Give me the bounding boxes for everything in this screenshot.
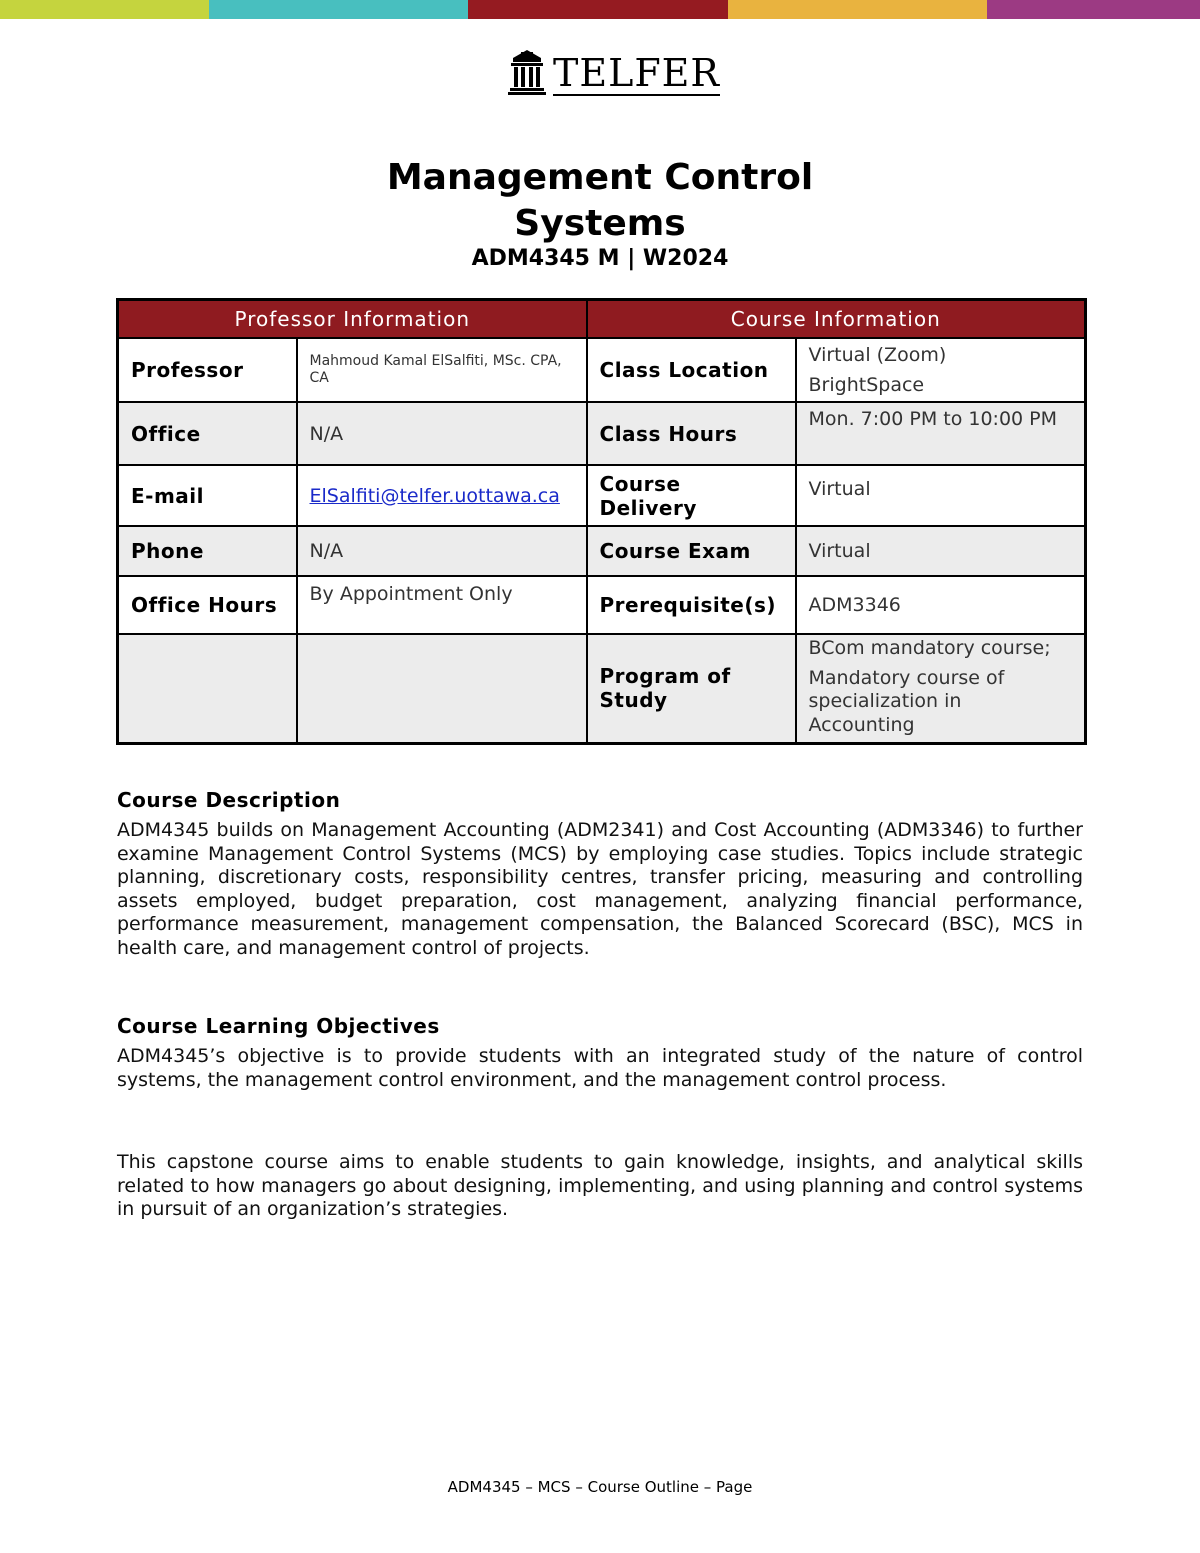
class-location-line-1: Virtual (Zoom)	[808, 344, 947, 366]
empty-label-cell	[118, 634, 297, 743]
course-delivery-value: Virtual	[796, 465, 1086, 526]
prerequisites-value: ADM3346	[796, 576, 1086, 634]
stripe-gold	[728, 0, 987, 19]
class-location-value	[796, 338, 1086, 402]
building-columns-icon	[507, 48, 547, 96]
page-footer: ADM4345 – MCS – Course Outline – Page	[447, 1478, 753, 1496]
course-code: ADM4345 M | W2024	[471, 246, 729, 271]
table-row	[118, 634, 1086, 743]
phone-label: Phone	[118, 526, 297, 576]
telfer-logo	[507, 48, 720, 96]
professor-label: Professor	[118, 338, 297, 402]
professor-value: Mahmoud Kamal ElSalfiti, MSc. CPA, CA	[297, 338, 587, 402]
program-of-study-value	[796, 634, 1086, 743]
program-line-2: Mandatory course of specialization in Accounting	[808, 666, 1005, 736]
stripe-green	[0, 0, 209, 19]
color-stripe	[0, 0, 1200, 19]
class-hours-label: Class Hours	[587, 402, 796, 465]
email-label: E-mail	[118, 465, 297, 526]
professor-info-header: Professor Information	[118, 300, 587, 339]
table-row	[118, 338, 1086, 402]
prerequisites-label: Prerequisite(s)	[587, 576, 796, 634]
stripe-teal	[209, 0, 468, 19]
course-info-header: Course Information	[587, 300, 1086, 339]
objectives-paragraph-2: This capstone course aims to enable students to gain knowledge, insights, and analytical skills related to how managers go about designing, implementing, and using planning and control systems in pursuit of an organization’s strategies.	[117, 1151, 1083, 1220]
course-description-text: ADM4345 builds on Management Accounting (ADM2341) and Cost Accounting (ADM3346) to further examine Management Control Systems (MCS) by employing case studies. Topics include strategic planning, discretionary costs, responsibility centres, transfer pricing, measuring and controlling assets employed, budget preparation, cost management, analyzing financial performance, performance measurement, management compensation, the Balanced Scorecard (BSC), MCS in health care, and management control of projects.	[117, 819, 1083, 959]
table-row	[118, 465, 1086, 526]
office-hours-label: Office Hours	[118, 576, 297, 634]
phone-value: N/A	[297, 526, 587, 576]
program-of-study-label: Program of Study	[587, 634, 796, 743]
title-line-1: Management Control	[386, 157, 814, 198]
email-link[interactable]: ElSalfiti@telfer.uottawa.ca	[309, 484, 560, 507]
program-line-1: BCom mandatory course;	[808, 637, 1051, 659]
page-title	[0, 155, 1200, 247]
course-exam-label: Course Exam	[587, 526, 796, 576]
course-description-heading: Course Description	[117, 788, 341, 812]
class-location-label: Class Location	[587, 338, 796, 402]
email-cell	[297, 465, 587, 526]
course-info-table	[116, 298, 1087, 745]
learning-objectives-heading: Course Learning Objectives	[117, 1014, 440, 1038]
title-line-2: Systems	[514, 203, 686, 244]
class-location-line-2: BrightSpace	[808, 374, 925, 396]
office-hours-value: By Appointment Only	[297, 576, 587, 634]
objectives-paragraph-1: ADM4345’s objective is to provide students with an integrated study of the nature of control systems, the management control environment, and the management control process.	[117, 1045, 1083, 1091]
logo-wordmark: TELFER	[553, 51, 721, 95]
class-hours-value: Mon. 7:00 PM to 10:00 PM	[796, 402, 1086, 465]
table-header-row	[118, 300, 1086, 339]
empty-value-cell	[297, 634, 587, 743]
stripe-purple	[987, 0, 1200, 19]
table-row	[118, 402, 1086, 465]
table-row	[118, 526, 1086, 576]
office-value: N/A	[297, 402, 587, 465]
table-row	[118, 576, 1086, 634]
course-exam-value: Virtual	[796, 526, 1086, 576]
office-label: Office	[118, 402, 297, 465]
stripe-red	[468, 0, 728, 19]
course-delivery-label: Course Delivery	[587, 465, 796, 526]
